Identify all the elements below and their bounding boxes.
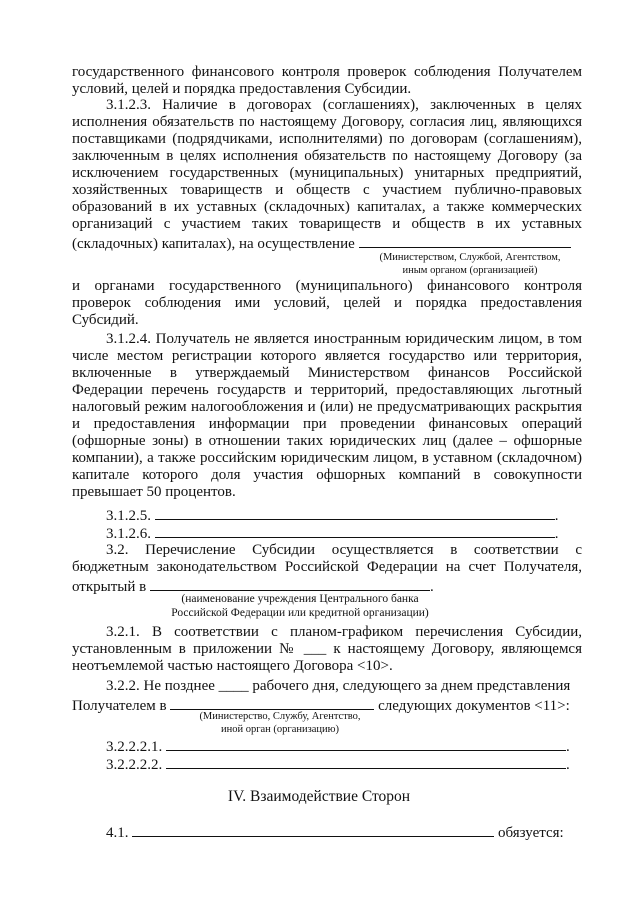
note-bank-line-1: (наименование учреждения Центрального банка	[181, 593, 419, 605]
paragraph-3-1-2-3	[72, 97, 582, 253]
note-bank-line-2: Российской Федерации или кредитной организации)	[171, 607, 429, 619]
note-ministry	[360, 252, 580, 277]
item-3-1-2-5	[106, 505, 559, 525]
note-ministry-line-2: иным органом (организацией)	[402, 264, 538, 276]
paragraph-3-2	[72, 542, 582, 596]
paragraph-3-2-2-a: 3.2.2. Не позднее ____ рабочего дня, следующего за днем представления	[106, 678, 571, 694]
item-4-1-obliged: обязуется:	[498, 825, 564, 841]
item-3-2-2-2-2	[106, 754, 570, 774]
item-3-1-2-6-label: 3.1.2.6.	[106, 526, 151, 542]
item-4-1	[106, 822, 564, 842]
blank-organ-field	[170, 695, 374, 710]
item-3-1-2-6-dot: .	[554, 526, 559, 542]
item-3-2-2-2-2-label: 3.2.2.2.2.	[106, 757, 163, 773]
item-3-1-2-6	[106, 523, 559, 543]
note-ministry-2	[180, 711, 380, 736]
section-heading-iv: IV. Взаимодействие Сторон	[227, 788, 411, 805]
blank-3-2-2-2-1	[166, 736, 566, 751]
blank-ministry-field	[359, 233, 571, 248]
item-3-2-2-2-1	[106, 736, 570, 756]
paragraph-3-1-2-3-text: 3.1.2.3. Наличие в договорах (соглашениях), заключенных в целях исполнения обязательств по настоящему Договору, согласия лиц, являющихся поставщиками (подрядчиками, исполнителями) по договорам (соглашениям), заключенным в целях исполнения обязательств по настоящему Договору (за исключением государственных (муниципальных) унитарных предприятий, хозяйственных товариществ и обществ с участием публично-правовых образований в их уставных (складочных) капиталах, а также коммерческих организаций с участием таких товариществ и обществ в их уставных (складочных) капиталах), на осуществление	[72, 97, 582, 252]
item-3-2-2-2-2-dot: .	[566, 757, 570, 773]
item-3-1-2-5-label: 3.1.2.5.	[106, 508, 151, 524]
note-bank	[150, 592, 450, 620]
paragraph-3-1-2-4: 3.1.2.4. Получатель не является иностранным юридическим лицом, в том числе местом регистрации которого является государство или территория, включенные в утверждаемый Министерством финансов Российской Федерации перечень государств и территорий, предоставляющих льготный налоговый режим налогообложения и (или) не предусматривающих раскрытия и предоставления информации при проведении финансовых операций (офшорные зоны) в отношении таких юридических лиц (далее – офшорные компании), а также российским юридическим лицом, в уставном (складочном) капитале которого доля участия офшорных компаний в совокупности превышает 50 процентов.	[72, 331, 582, 500]
paragraph-3-2-2-b-start: Получателем в	[72, 698, 167, 714]
blank-4-1	[132, 822, 494, 837]
blank-bank-field	[150, 576, 430, 591]
blank-3-1-2-5	[155, 505, 555, 520]
blank-3-2-2-2-2	[166, 754, 566, 769]
note-ministry-2-line-2: иной орган (организацию)	[220, 723, 340, 735]
item-3-2-2-2-1-label: 3.2.2.2.1.	[106, 739, 163, 755]
item-3-2-2-2-1-dot: .	[566, 739, 570, 755]
item-4-1-label: 4.1.	[106, 825, 129, 841]
paragraph-intro: государственного финансового контроля проверок соблюдения Получателем условий, целей и порядка предоставления Субсидии.	[72, 64, 582, 97]
note-ministry-2-line-1: (Министерство, Службу, Агентство,	[199, 711, 361, 722]
paragraph-3-2-2-b-end: следующих документов <11>:	[378, 698, 570, 714]
paragraph-3-2-text: 3.2. Перечисление Субсидии осуществляется в соответствии с бюджетным законодательством Российской Федерации на счет Получателя, открытый в	[72, 542, 582, 595]
blank-3-1-2-6	[155, 523, 555, 538]
paragraph-3-2-1: 3.2.1. В соответствии с планом-графиком перечисления Субсидии, установленным в приложении № ___ к настоящему Договору, являющемся неотъемлемой частью настоящего Договора <10>.	[72, 624, 582, 674]
paragraph-3-2-dot: .	[429, 579, 434, 595]
item-3-1-2-5-dot: .	[554, 508, 559, 524]
paragraph-control: и органами государственного (муниципального) финансового контроля проверок соблюдения ими условий, целей и порядка предоставления Субсидий.	[72, 278, 582, 328]
note-ministry-line-1: (Министерством, Службой, Агентством,	[379, 252, 561, 263]
